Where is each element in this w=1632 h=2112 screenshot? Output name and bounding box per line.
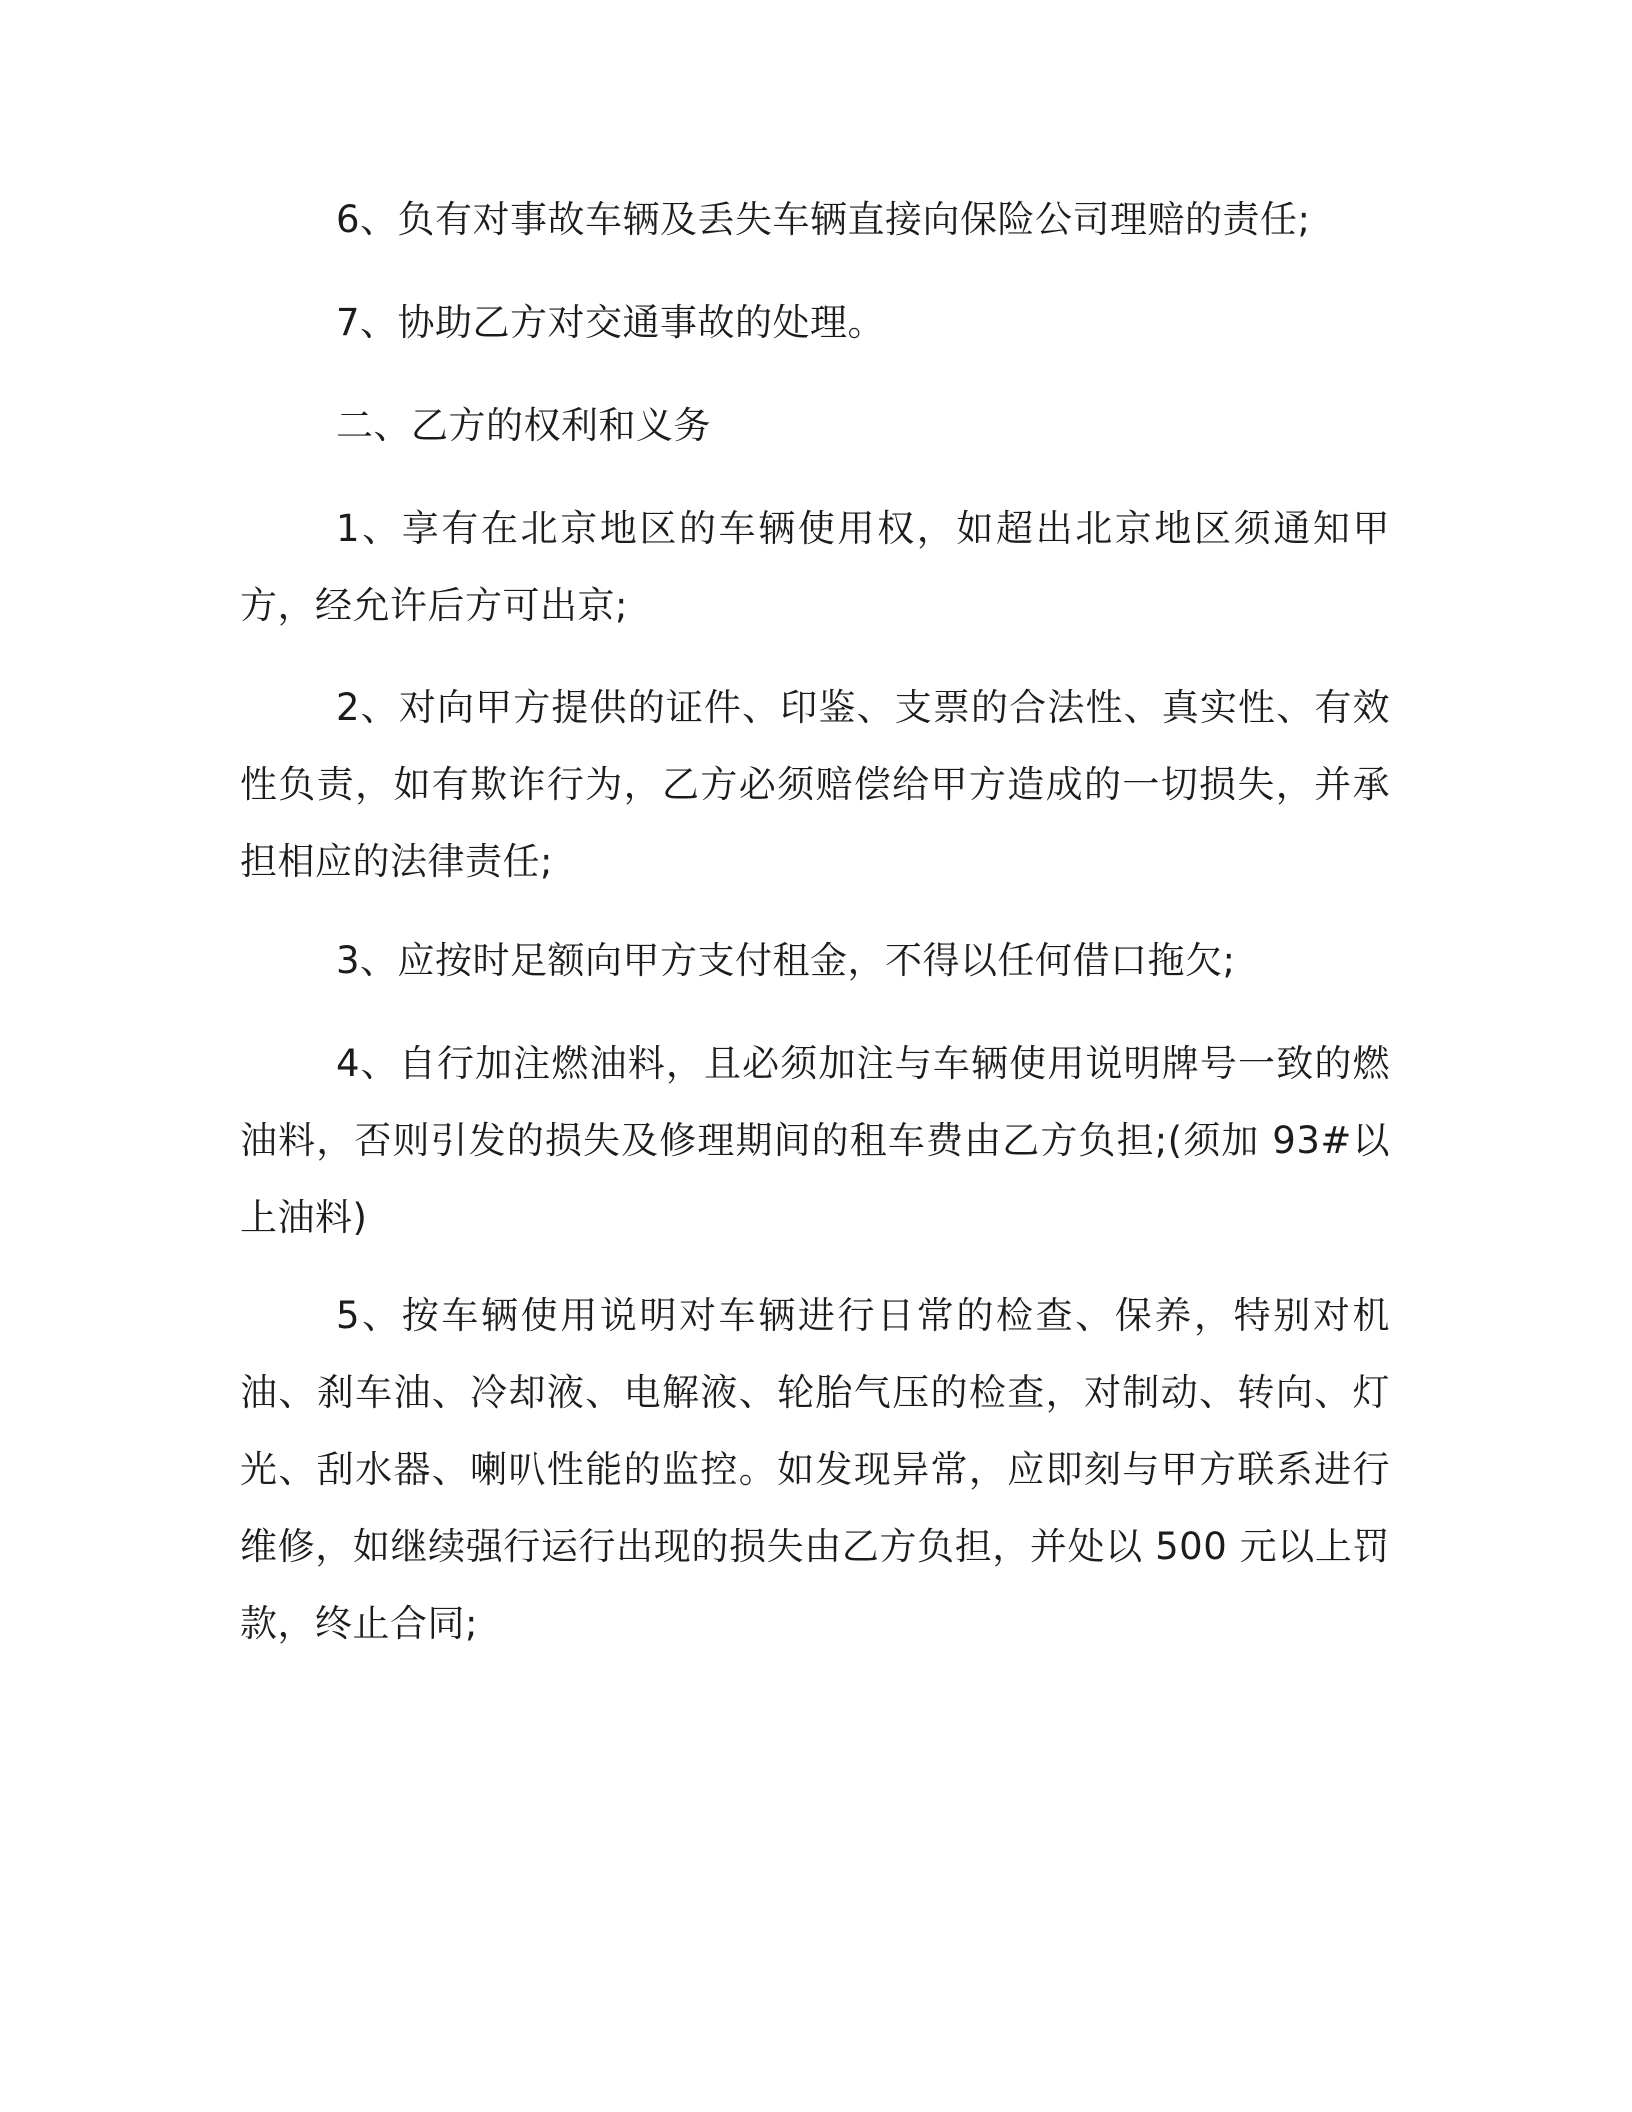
- clause-4-fuel: 4、自行加注燃油料，且必须加注与车辆使用说明牌号一致的燃油料，否则引发的损失及修理期间的租车费由乙方负担;(须加 93#以上油料): [240, 1042, 1390, 1239]
- clause-7-accident-assistance: 7、协助乙方对交通事故的处理。: [336, 301, 886, 344]
- clause-2-document-legality: 2、对向甲方提供的证件、印鉴、支票的合法性、真实性、有效性负责，如有欺诈行为，乙方必须赔偿给甲方造成的一切损失，并承担相应的法律责任;: [240, 686, 1390, 883]
- section-heading-party-b-rights: 二、乙方的权利和义务: [336, 404, 711, 447]
- clause-6-insurance-claims: 6、负有对事故车辆及丢失车辆直接向保险公司理赔的责任;: [336, 198, 1311, 241]
- clause-1-usage-rights: 1、享有在北京地区的车辆使用权，如超出北京地区须通知甲方，经允许后方可出京;: [240, 507, 1390, 627]
- clause-3-rent-payment: 3、应按时足额向甲方支付租金，不得以任何借口拖欠;: [336, 939, 1236, 982]
- clause-5-maintenance: 5、按车辆使用说明对车辆进行日常的检查、保养，特别对机油、刹车油、冷却液、电解液、轮胎气压的检查，对制动、转向、灯光、刮水器、喇叭性能的监控。如发现异常，应即刻与甲方联系进行维修，如继续强行运行出现的损失由乙方负担，并处以 500 元以上罚款，终止合同;: [240, 1294, 1390, 1645]
